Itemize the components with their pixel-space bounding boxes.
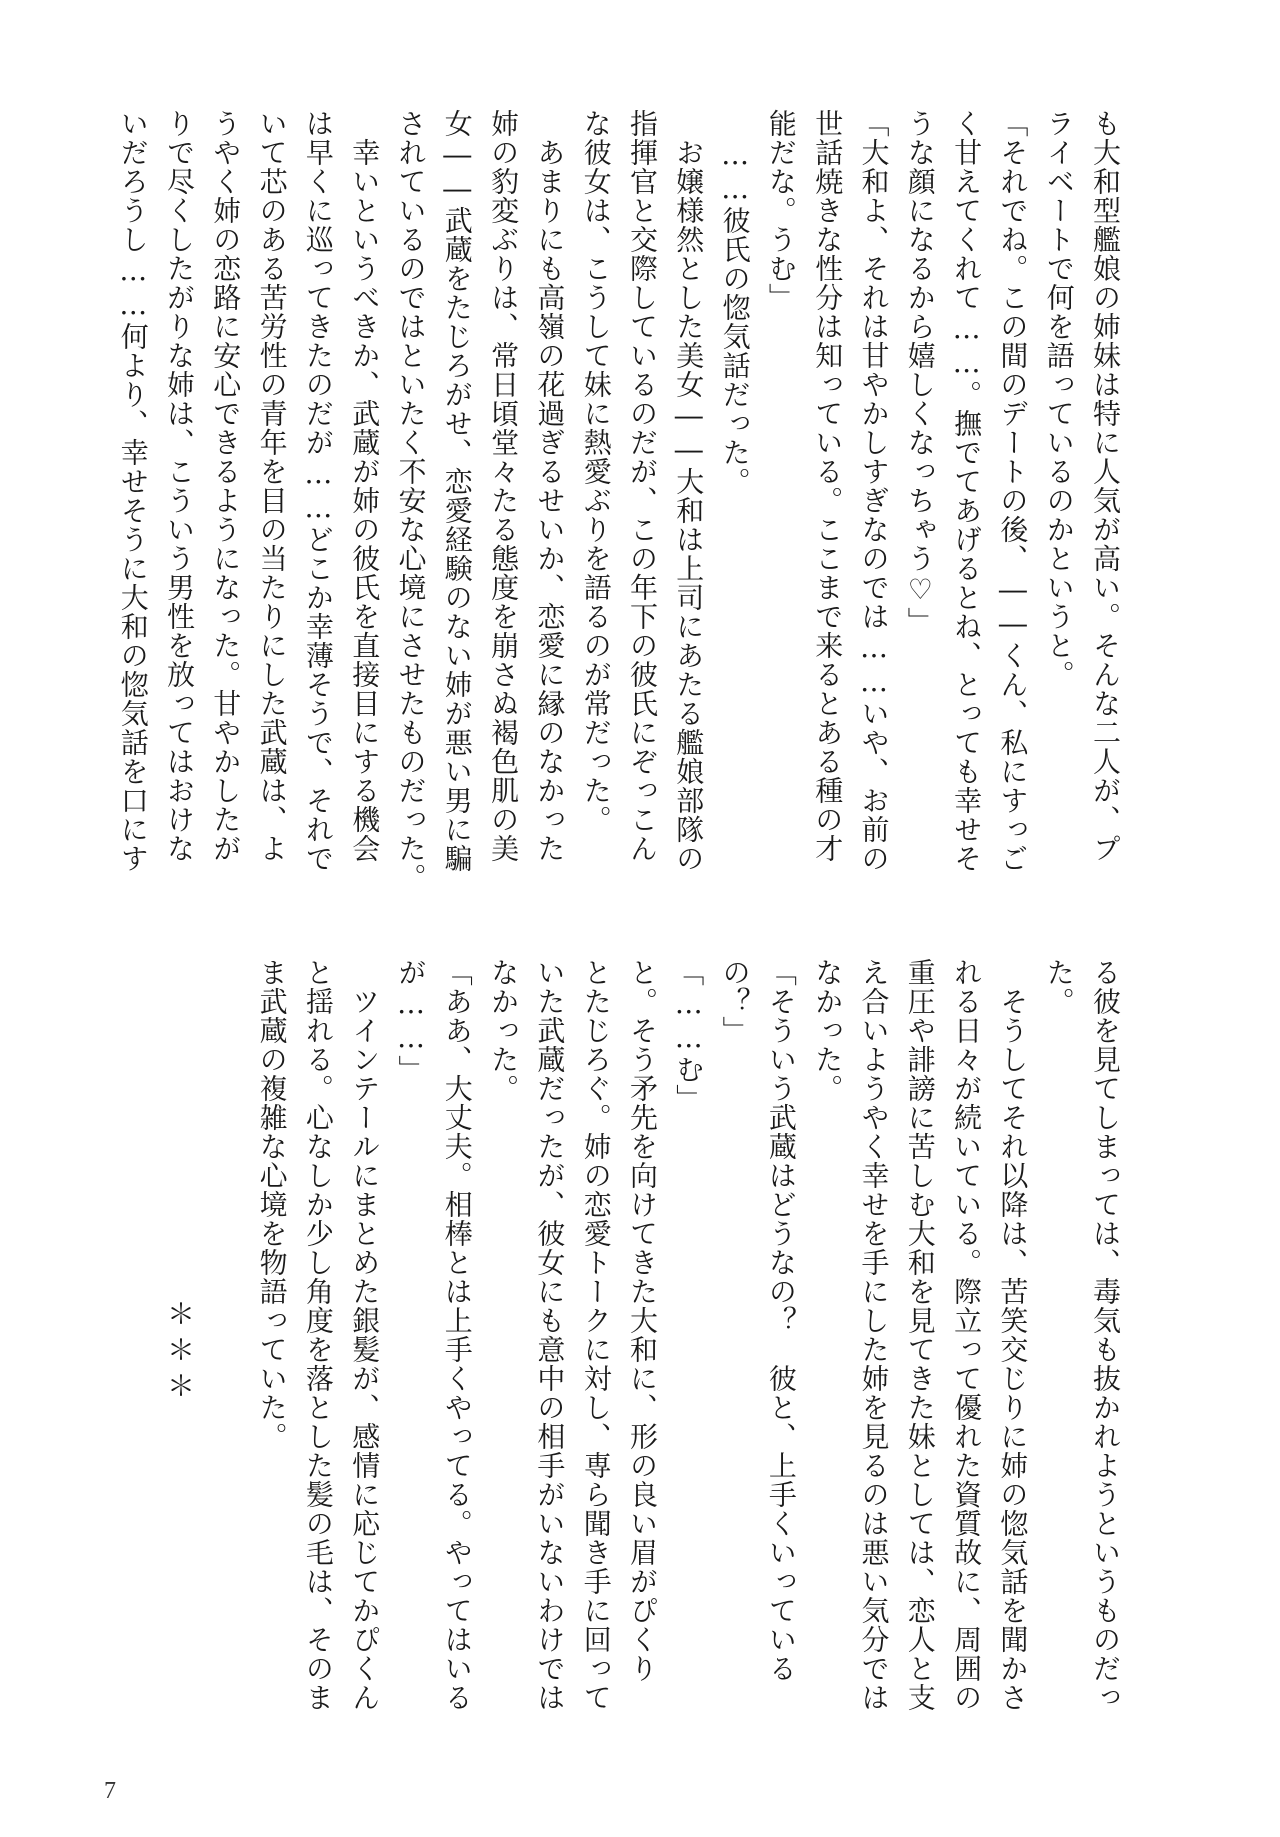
text-column: 「ああ、大丈夫。相棒とは上手くやってる。やってはいる — [440, 958, 474, 1712]
text-column: 幸いというべきか、武蔵が姉の彼氏を直接目にする機会 — [348, 109, 382, 863]
text-column: れる日々が続いている。際立って優れた資質故に、周囲の — [950, 958, 984, 1712]
text-column: え合いようやく幸せを手にした姉を見るのは悪い気分では — [857, 958, 891, 1712]
text-column: とたじろぐ。姉の恋愛トークに対し、専ら聞き手に回って — [579, 958, 613, 1712]
text-column: 「それでね。この間のデートの後、――くん、私にすっご — [996, 109, 1030, 873]
text-column: されているのではといたく不安な心境にさせたものだった。 — [394, 109, 428, 892]
text-column: 「そういう武蔵はどうなの？ 彼と、上手くいっている — [764, 958, 798, 1683]
text-column: と。そう矛先を向けてきた大和に、形の良い眉がぴくり — [626, 958, 659, 1683]
text-column: いだろうし……何より、幸せそうに大和の惚気話を口にす — [116, 109, 150, 873]
text-column: うやく姉の恋路に安心できるようになった。甘やかしたが — [209, 109, 243, 863]
text-column: も大和型艦娘の姉妹は特に人気が高い。そんな二人が、プ — [1089, 109, 1122, 863]
text-column — [202, 958, 248, 1748]
text-column: いた武蔵だったが、彼女にも意中の相手がいないわけでは — [533, 958, 567, 1712]
text-column: 女――武蔵をたじろがせ、恋愛経験のない姉が悪い男に騙 — [440, 109, 474, 873]
text-column: ……彼氏の惚気話だった。 — [718, 109, 752, 496]
text-column: た。 — [1042, 958, 1076, 1016]
text-column: いて芯のある苦労性の青年を目の当たりにした武蔵は、よ — [255, 109, 289, 863]
text-column: 姉の豹変ぶりは、常日頃堂々たる態度を崩さぬ褐色肌の美 — [487, 109, 521, 863]
text-column: 世話焼きな性分は知っている。ここまで来るとある種の才 — [811, 109, 845, 863]
text-column: 「……む」 — [672, 958, 706, 1113]
text-column: が……」 — [394, 958, 428, 1084]
text-column: く甘えてくれて……。撫でてあげるとね、とっても幸せそ — [950, 109, 984, 873]
text-column: 指揮官と交際しているのだが、この年下の彼氏にぞっこん — [626, 109, 659, 863]
text-column: りで尽くしたがりな姉は、こういう男性を放ってはおけな — [163, 109, 196, 863]
section-break: ＊＊＊ — [163, 1299, 196, 1407]
text-column: お嬢様然とした美女――大和は上司にあたる艦娘部隊の — [672, 109, 706, 873]
text-column: ま武蔵の複雑な心境を物語っていた。 — [255, 958, 289, 1451]
text-column: る彼を見てしまっては、毒気も抜かれようというものだっ — [1089, 958, 1122, 1712]
page-number: 7 — [104, 1778, 116, 1804]
text-column: あまりにも高嶺の花過ぎるせいか、恋愛に縁のなかった — [533, 109, 567, 863]
text-block-lower — [0, 958, 1280, 1748]
text-column: ライベートで何を語っているのかというと。 — [1042, 109, 1076, 689]
text-column: と揺れる。心なしか少し角度を落とした髪の毛は、そのま — [301, 958, 335, 1712]
text-column: そうしてそれ以降は、苦笑交じりに姉の惚気話を聞かさ — [996, 958, 1030, 1712]
text-column: 重圧や誹謗に苦しむ大和を見てきた妹としては、恋人と支 — [903, 958, 937, 1712]
text-column: うな顔になるから嬉しくなっちゃう♡」 — [903, 109, 937, 636]
text-column: なかった。 — [487, 958, 521, 1103]
text-column: な彼女は、こうして妹に熱愛ぶりを語るのが常だった。 — [579, 109, 613, 834]
text-column: は早くに巡ってきたのだが……どこか幸薄そうで、それで — [301, 109, 335, 873]
text-column: ツインテールにまとめた銀髪が、感情に応じてかぴくん — [348, 958, 382, 1712]
text-column: なかった。 — [811, 958, 845, 1103]
text-column: 能だな。うむ」 — [764, 109, 798, 312]
text-block-upper — [0, 109, 1280, 899]
text-column: の？」 — [718, 958, 752, 1045]
text-column: 「大和よ、それは甘やかしすぎなのでは……いや、お前の — [857, 109, 891, 873]
